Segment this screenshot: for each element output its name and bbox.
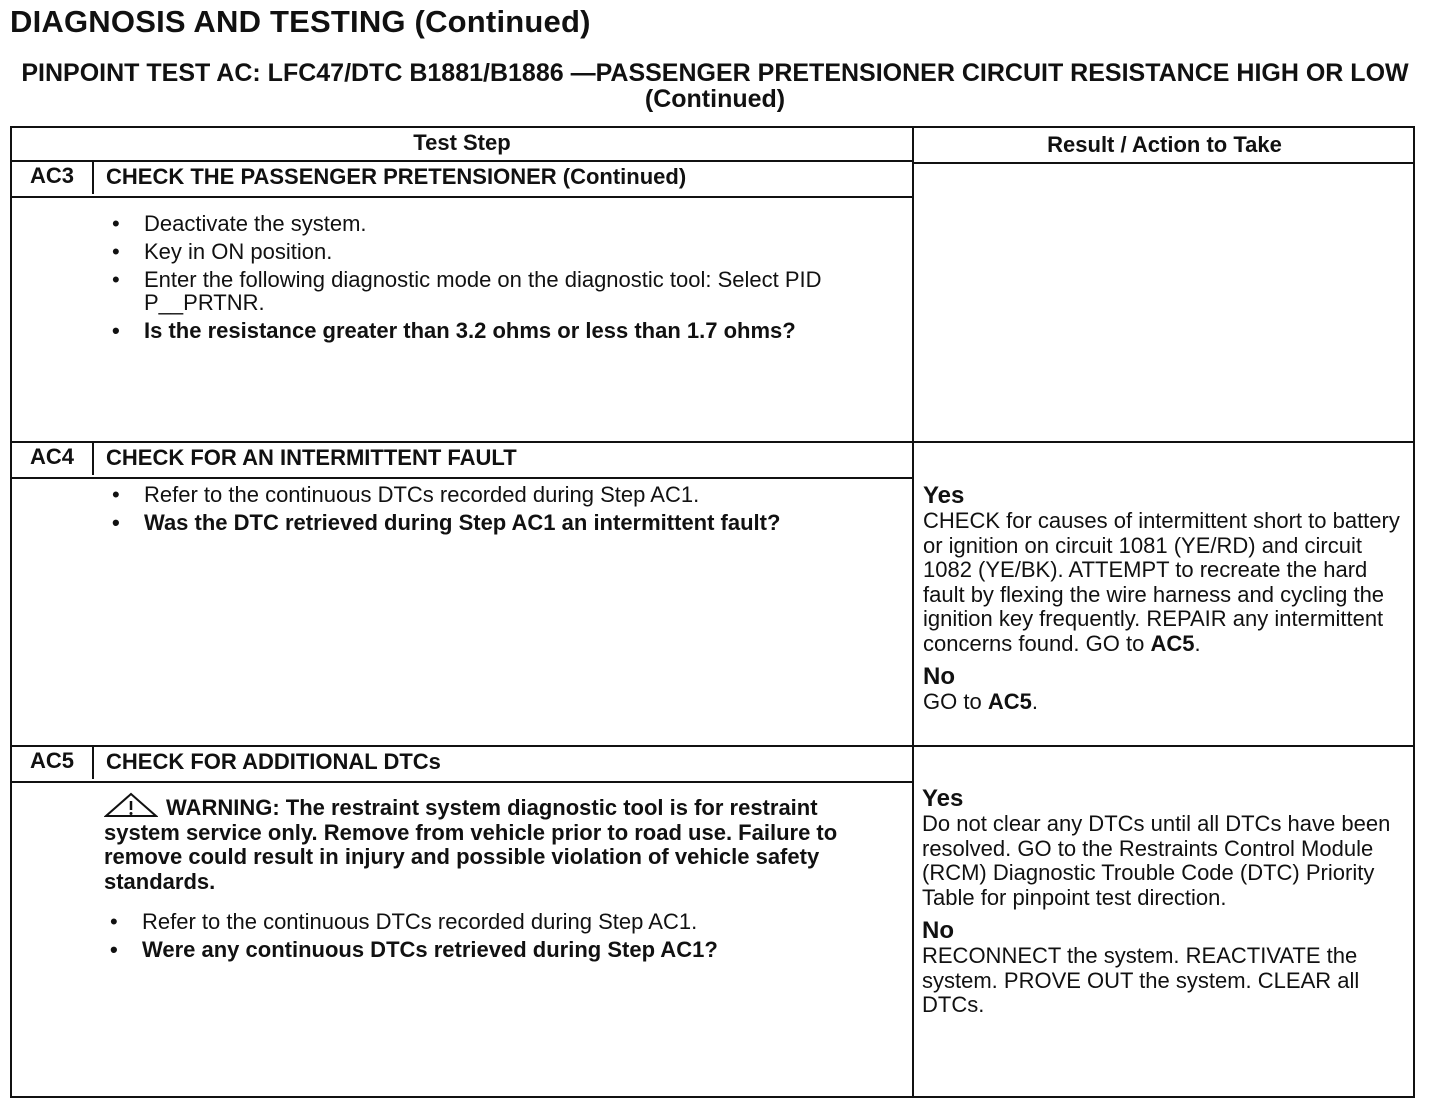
step-bullets-ac4 (106, 483, 826, 539)
header-result-action: Result / Action to Take (1047, 132, 1282, 157)
step-bullets-ac3 (106, 212, 826, 347)
result-no-text: RECONNECT the system. REACTIVATE the system. PROVE OUT the system. CLEAR all DTCs. (922, 943, 1360, 1017)
step-title-ac4: CHECK FOR AN INTERMITTENT FAULT (106, 445, 517, 470)
result-ac4: Yes CHECK for causes of intermittent short to battery or ignition on circuit 1081 (YE/RD) and circuit 1082 (YE/BK). ATTEMPT to recreate the hard fault by flexing the wire harness and cycling the ignition key frequently. REPAIR any intermittent concerns found. GO to AC5. No GO to AC5. (923, 483, 1403, 723)
pinpoint-test-table (10, 126, 1415, 1098)
list-item: • Refer to the continuous DTCs recorded during Step AC1. (104, 910, 904, 933)
header-divider-right (912, 162, 1415, 164)
step-title-ac5: CHECK FOR ADDITIONAL DTCs (106, 749, 441, 774)
list-item: • Deactivate the system. (106, 212, 826, 235)
column-divider (912, 128, 914, 1096)
result-no-label: No (923, 663, 955, 690)
result-no-text: GO to (923, 689, 982, 714)
result-yes-goto: AC5 (1150, 630, 1195, 656)
step-title-divider-ac5 (12, 781, 914, 783)
step-title-ac3: CHECK THE PASSENGER PRETENSIONER (Continued) (106, 164, 687, 189)
warning-icon (104, 792, 158, 818)
step-question-ac4: • Was the DTC retrieved during Step AC1 an intermittent fault? (106, 511, 826, 534)
result-no-label: No (922, 917, 954, 944)
page-title: DIAGNOSIS AND TESTING (Continued) (10, 4, 591, 39)
result-ac5 (922, 786, 1410, 1026)
step-id-ac4: AC4 (12, 441, 94, 475)
warning-box (104, 792, 894, 894)
step-question-ac5: • Were any continuous DTCs retrieved during Step AC1? (104, 938, 904, 961)
result-yes-text: CHECK for causes of intermittent short to battery or ignition on circuit 1081 (YE/RD) and circuit 1082 (YE/BK). ATTEMPT to recreate the hard fault by flexing the wire harness and cycling the ignition key frequently. REPAIR any intermittent concerns found. GO to (923, 508, 1400, 656)
step-title-divider-ac3 (12, 196, 914, 198)
list-item: • Enter the following diagnostic mode on the diagnostic tool: Select PID P__PRTNR. (106, 268, 826, 314)
pinpoint-test-title: PINPOINT TEST AC: LFC47/DTC B1881/B1886 —PASSENGER PRETENSIONER CIRCUIT RESISTANCE HIGH OR LOW (Continued) (21, 59, 1409, 113)
list-item: • Key in ON position. (106, 240, 826, 263)
result-no-goto: AC5 (987, 689, 1032, 714)
result-yes-label: Yes (922, 785, 964, 812)
step-question-ac3: • Is the resistance greater than 3.2 ohms or less than 1.7 ohms? (106, 319, 826, 342)
list-item: • Refer to the continuous DTCs recorded during Step AC1. (106, 483, 826, 506)
step-id-ac3: AC3 (12, 160, 94, 194)
result-yes-label: Yes (923, 482, 965, 509)
header-test-step: Test Step (413, 130, 511, 155)
step-title-divider-ac4 (12, 477, 914, 479)
step-bullets-ac5 (104, 910, 904, 966)
warning-text: WARNING: The restraint system diagnostic tool is for restraint system service only. Remove from vehicle prior to road use. Failure to remove could result in injury and possible violation of vehicle safety standards. (104, 795, 838, 894)
result-yes-text: Do not clear any DTCs until all DTCs have been resolved. GO to the Restraints Control Module (RCM) Diagnostic Trouble Code (DTC) Priority Table for pinpoint test direction. (922, 811, 1391, 910)
step-id-ac5: AC5 (12, 745, 94, 779)
